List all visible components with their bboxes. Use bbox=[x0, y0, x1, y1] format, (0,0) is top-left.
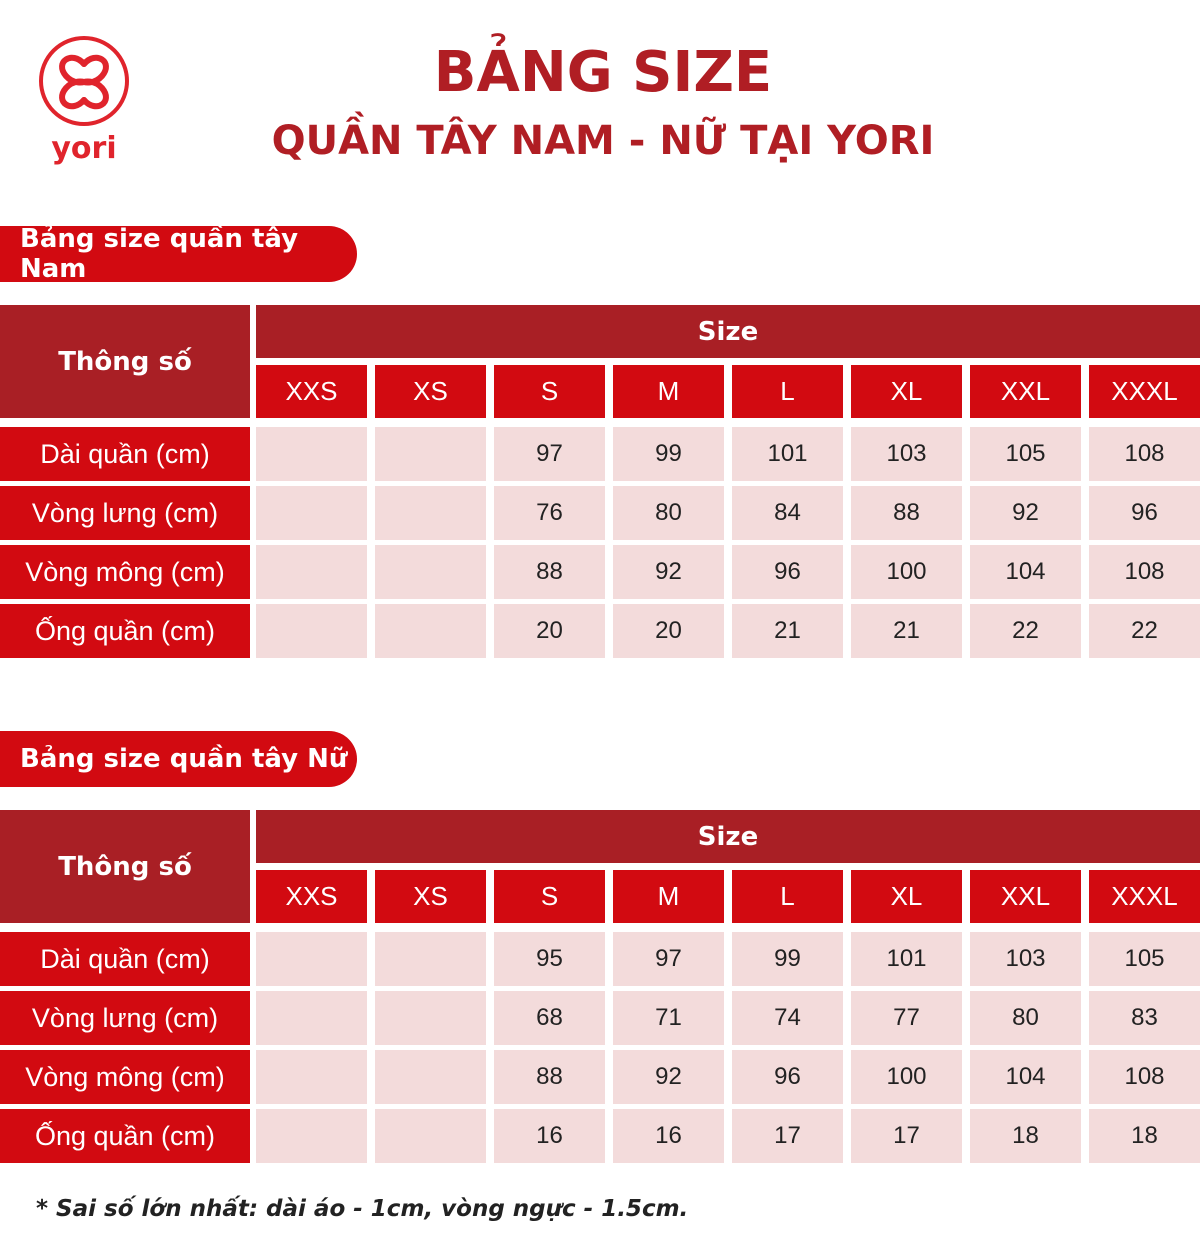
table-cell bbox=[256, 1109, 367, 1163]
size-column-header: S bbox=[494, 870, 605, 923]
table-cell bbox=[256, 932, 367, 986]
table-cell: 77 bbox=[851, 991, 962, 1045]
table-cell bbox=[375, 991, 486, 1045]
row-label: Dài quần (cm) bbox=[0, 932, 250, 986]
table-cell: 95 bbox=[494, 932, 605, 986]
table-cell: 96 bbox=[732, 545, 843, 599]
table-cell: 16 bbox=[494, 1109, 605, 1163]
table-cell: 97 bbox=[613, 932, 724, 986]
size-column-header: XXXL bbox=[1089, 365, 1200, 418]
table-cell: 88 bbox=[851, 486, 962, 540]
table-cell bbox=[256, 604, 367, 658]
table-cell: 74 bbox=[732, 991, 843, 1045]
page-title: BẢNG SIZE bbox=[433, 40, 773, 105]
table-cell bbox=[256, 545, 367, 599]
size-header: Size bbox=[256, 810, 1200, 863]
size-table-women bbox=[0, 810, 1200, 1164]
table-cell: 80 bbox=[613, 486, 724, 540]
row-label: Vòng lưng (cm) bbox=[0, 991, 250, 1045]
row-label: Ống quần (cm) bbox=[0, 604, 250, 658]
table-cell: 84 bbox=[732, 486, 843, 540]
table-cell: 22 bbox=[1089, 604, 1200, 658]
table-cell: 21 bbox=[732, 604, 843, 658]
size-column-header: XXXL bbox=[1089, 870, 1200, 923]
table-cell: 22 bbox=[970, 604, 1081, 658]
row-label: Vòng mông (cm) bbox=[0, 545, 250, 599]
size-table-men bbox=[0, 305, 1200, 659]
size-column-header: M bbox=[613, 870, 724, 923]
row-label: Vòng mông (cm) bbox=[0, 1050, 250, 1104]
table-cell: 20 bbox=[494, 604, 605, 658]
table-cell bbox=[375, 486, 486, 540]
svg-text:yori: yori bbox=[51, 131, 117, 166]
table-cell: 96 bbox=[732, 1050, 843, 1104]
table-cell bbox=[375, 1109, 486, 1163]
size-column-header: M bbox=[613, 365, 724, 418]
size-column-header: L bbox=[732, 365, 843, 418]
table-cell bbox=[256, 1050, 367, 1104]
table-cell: 108 bbox=[1089, 545, 1200, 599]
table-cell: 92 bbox=[970, 486, 1081, 540]
table-cell: 101 bbox=[732, 427, 843, 481]
table-cell: 101 bbox=[851, 932, 962, 986]
param-header: Thông số bbox=[0, 305, 250, 418]
size-column-header: XL bbox=[851, 870, 962, 923]
table-cell: 96 bbox=[1089, 486, 1200, 540]
size-column-header: XXS bbox=[256, 365, 367, 418]
table-cell bbox=[375, 1050, 486, 1104]
param-header: Thông số bbox=[0, 810, 250, 923]
table-cell: 105 bbox=[970, 427, 1081, 481]
table-cell: 20 bbox=[613, 604, 724, 658]
table-cell: 104 bbox=[970, 545, 1081, 599]
size-header: Size bbox=[256, 305, 1200, 358]
table-cell: 100 bbox=[851, 545, 962, 599]
row-label: Ống quần (cm) bbox=[0, 1109, 250, 1163]
footnote: * Sai số lớn nhất: dài áo - 1cm, vòng ngực - 1.5cm. bbox=[36, 1196, 689, 1222]
table-cell: 21 bbox=[851, 604, 962, 658]
table-cell bbox=[256, 486, 367, 540]
table-cell: 92 bbox=[613, 1050, 724, 1104]
table-cell: 18 bbox=[970, 1109, 1081, 1163]
table-cell: 80 bbox=[970, 991, 1081, 1045]
table-cell: 17 bbox=[732, 1109, 843, 1163]
table-cell: 88 bbox=[494, 1050, 605, 1104]
table-cell: 92 bbox=[613, 545, 724, 599]
table-cell bbox=[375, 604, 486, 658]
table-cell: 100 bbox=[851, 1050, 962, 1104]
table-cell: 76 bbox=[494, 486, 605, 540]
table-cell bbox=[256, 991, 367, 1045]
table-cell: 68 bbox=[494, 991, 605, 1045]
table-cell: 108 bbox=[1089, 427, 1200, 481]
table-cell: 71 bbox=[613, 991, 724, 1045]
table-cell: 83 bbox=[1089, 991, 1200, 1045]
table-cell: 99 bbox=[613, 427, 724, 481]
row-label: Vòng lưng (cm) bbox=[0, 486, 250, 540]
table-cell: 97 bbox=[494, 427, 605, 481]
table-cell: 105 bbox=[1089, 932, 1200, 986]
size-column-header: XL bbox=[851, 365, 962, 418]
size-column-header: XXS bbox=[256, 870, 367, 923]
page-subtitle: QUẦN TÂY NAM - NỮ TẠI YORI bbox=[271, 118, 935, 164]
table-cell: 108 bbox=[1089, 1050, 1200, 1104]
size-column-header: XXL bbox=[970, 365, 1081, 418]
table-cell bbox=[375, 545, 486, 599]
section-label-women: Bảng size quần tây Nữ bbox=[0, 731, 357, 787]
table-cell bbox=[256, 427, 367, 481]
size-column-header: XXL bbox=[970, 870, 1081, 923]
size-column-header: L bbox=[732, 870, 843, 923]
table-cell: 16 bbox=[613, 1109, 724, 1163]
size-column-header: XS bbox=[375, 365, 486, 418]
section-label-men: Bảng size quần tây Nam bbox=[0, 226, 357, 282]
table-cell bbox=[375, 427, 486, 481]
table-cell: 18 bbox=[1089, 1109, 1200, 1163]
row-label: Dài quần (cm) bbox=[0, 427, 250, 481]
table-cell: 104 bbox=[970, 1050, 1081, 1104]
size-column-header: S bbox=[494, 365, 605, 418]
table-cell: 103 bbox=[970, 932, 1081, 986]
size-column-header: XS bbox=[375, 870, 486, 923]
table-cell: 17 bbox=[851, 1109, 962, 1163]
table-cell bbox=[375, 932, 486, 986]
table-cell: 103 bbox=[851, 427, 962, 481]
table-cell: 88 bbox=[494, 545, 605, 599]
table-cell: 99 bbox=[732, 932, 843, 986]
